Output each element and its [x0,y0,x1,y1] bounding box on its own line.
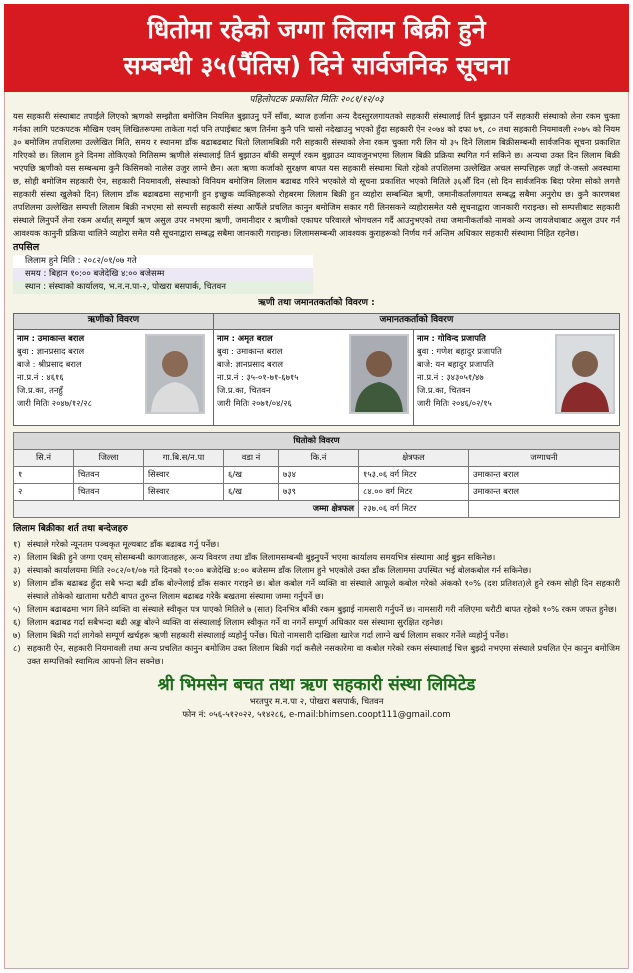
borrower-issue-date: जारी मितिः २०४७/१२/२८ [17,397,92,408]
guarantor1-card [213,329,413,425]
cell-vdc: सिस्वार [144,483,224,500]
guarantor2-photo [555,334,615,414]
borrower-header: ऋणीको विवरण [14,313,214,329]
banner-title-line2: सम्बन्धी ३५(पैंतिस) दिने सार्वजनिक सूचना [123,51,510,80]
conditions-list [13,538,620,668]
list-item [13,538,620,551]
borrower-father: बुवा : ज्ञानप्रसाद बराल [17,345,85,356]
item-text: लिलाम बढाबढ गर्दा सबैभन्दा बढी अङ्क बोल्ने व्यक्ति वा संस्थालाई लिलाम स्वीकृत गर्ने वा नगर्ने सम्पूर्ण अधिकार यस संस्थामा सुरक्षित रहनेछ। [27,617,444,628]
item-text: लिलाम डाँक बढाबढ हुँदा सबै भन्दा बढी डाँक बोल्नेलाई डाँक सकार गराइने छ। बोल कबोल गर्ने व्यक्ति वा संस्थाले आफूले कबोल गरेको अंकको १०% (दश प्रतिशत)ले हुने रकम सोही दिन सहकारी संस्थाले तोकेको खातामा धरौटी बापत तुरुन्त लिलाम बढाबढ गरेकै बखतमा संस्थामा जम्मा गर्नुपर्ने छ। [27,578,620,602]
cell-sn: १ [14,466,74,483]
guarantor1-grandfather: बाजे: ज्ञानप्रसाद बराल [216,358,283,369]
list-item [13,603,620,616]
list-item [13,564,620,577]
cell-area: ८४.०० वर्ग मिटर [359,483,469,500]
notice-body [4,92,629,969]
list-item [13,616,620,629]
cell-ward: ६/ख [224,483,279,500]
guarantor1-issue-date: जारी मितिः २०७१/०४/२६ [216,397,292,408]
guarantor2-citizenship: ना.प्र.नं : ३४३०५१/४७ [416,371,484,382]
item-number: ६) [13,617,21,628]
notice-banner [4,4,629,92]
item-number: ४) [13,578,21,589]
people-section-title: ऋणी तथा जमानतकर्ताको विवरण : [258,298,375,309]
col-vdc: गा.बि.स/न.पा [144,449,224,466]
cell-district: चितवन [74,483,144,500]
total-blank [469,500,620,517]
guarantor2-card [413,329,619,425]
auction-schedule [13,255,313,294]
borrower-photo [145,334,205,414]
list-item [13,577,620,603]
notice-intro-paragraph: यस सहकारी संस्थाबाट तपाईले लिएको ऋणको सम्झौता बमोजिम नियमित बुझाउनु पर्ने साँवा, ब्याज हर्जाना अन्य दैदस्तुरलगायतको सहकारी संस्थालाई तिर्न बुझाउन पर्ने सहकारी संस्थाको लेना रकम चुक्ता गर्नका लागि पटकपटक मौखिम एवम् लिखितरूपमा ताकेता गर्दा पनि तपाईबाट ऋण तिर्नमा कुनै पनि चासो नदेखाउनु भएको हुँदा सहकारी ऐन २०७४ को दफा ७९, ८० तथा सहकारी नियमावली २०७५ को नियम ३० बमोजिम तपशिलमा उल्लेखित मिति, समय र स्थानमा डाँक बढाबढबाट धितो लिलामबिक्री गरी सहकारी संस्थाको लेना रकम चुक्ता गरी लिन यो ३५ दिने लिलाम बिक्रीसम्बन्धी सार्वजनिक सूचना प्रकाशित गरिएको छ। लिलाम हुने दिनमा तोकिएको मितिसम्म ऋणीले संस्थालाई तिर्न बुझाउन बाँकी सम्पूर्ण रकम बुझाउन व्यावजुनभएमा लिलाम बिक्री प्रक्रिया स्थगित गर्न सकिने छ। अन्यथा उक्त दिन लिलाम बिक्री भएपछि ऋणीको यस सम्बन्धमा कुनै किसिमको नालेस उजुर लाग्ने छैन। अतः ऋणा कर्जाको सुरक्षण बापत यस सहकारी संस्थामा धितो रहेको तपशिलमा उल्लेखित अचल सम्पत्तिहरू जहाँ जे-जस्तो अवस्थामा छ, सोही बमोजिम सहकारी ऐन, सहकारी नियमावली, संस्थाको विनियम बमोजिम लिलाम बढाबढ गरिने भएकोले यो सूचना प्रकाशित भएको मितिले ३६औँ दिन (सो दिन सार्वजनिक बिदा परेमा सोको लगत्तै सहकारी संस्था खुलेको दिन) लिलाम डाँक बढाबढमा सहभागी हुन इच्छुक व्यक्तिहरूको रोहबरमा लिलाम बिक्री हुन व्यहोरा सम्बन्धित ऋणी, जमानीकर्तालगायत सम्बद्ध सबैमा अनुरोध छ। कुनै कारणबश तपशिलमा उल्लेखित सम्पत्ती लिलाम बिक्री नभएमा सो सम्पत्ती सहकारी संस्था आफैँले प्रचलित कानुन बमोजिम सकार गरी लिनसकने व्यहोरासमेत यसै सूचनाद्वारा जानकारी गराइन्छ। सो सम्पत्तीबाट सहकारी संस्थाले लिनुपर्ने लेना रकम अर्थात् सम्पूर्ण ऋण असुल उपर नभएमा ऋणी, जमानीदार र ऋणीको एकाघर परिवारले भोगचलन गर्दै आउनुभएको तथा जमानीकर्ताको नामको अन्य जायजेथाबाट असुल उपर गर्न आवश्यक कानुनी प्रक्रिया थालिने व्यहोरा समेत यसै सूचनाद्वारा सम्बद्ध सबैमा जानकारी गराइन्छ। लिलामसम्बन्धी आवश्यक कुराहरूको निर्णय गर्न अन्तिम अधिकार सहकारी संस्थामा निहित रहनेछ। [13,110,620,238]
guarantor-header: जमानतकर्ताको विवरण [213,313,619,329]
list-item [13,629,620,642]
item-text: लिलाम बढाबढमा भाग लिने व्यक्ति वा संस्थाले स्वीकृत पत्र पाएको मितिले ७ (सात) दिनभित्र बाँकी रकम बुझाई नामसारी गर्नुपर्ने छ। नामसारी गरी नलिएमा धरौटी बापत रहेको १०% रकम जफत हुनेछ। [27,604,617,615]
collateral-table [13,432,620,518]
guarantor2-name: नाम : गोविन्द प्रजापति [416,332,486,343]
guarantor1-photo [349,334,409,414]
guarantor1-citizenship: ना.प्र.नं : ३५-०१-७१-६७१५ [216,371,299,382]
col-owner: जग्गाधनी [469,449,620,466]
col-ward: वडा नं [224,449,279,466]
publication-date: पहिलोपटक प्रकाशित मितिः २०८१/१२/०३ [249,95,384,105]
organization-address: भरतपुर म.न.पा २, पोखरा बसपार्क, चितवन [249,697,384,708]
organization-contact: फोन नं: ०५६-५१२०२२, ५१४२८६, e-mail:bhimsen.coopt111@gmail.com [182,710,451,721]
item-number: ७) [13,630,21,641]
col-kitta: कि.नं [279,449,359,466]
item-number: ३) [13,565,21,576]
item-text: संस्थाको कार्यालयमा मिति २०८२/०१/०७ गते दिनको १०:०० बजेदेखि ४:०० बजेसम्म डाँक लिलाम हुने भएकोले उक्त डाँक लिलाममा उपस्थित भई बोलकबोल गर्न सकिनेछ। [27,565,532,576]
col-district: जिल्ला [74,449,144,466]
borrower-name: नाम : उमाकान्त बराल [17,332,85,343]
total-row [14,500,620,517]
cell-sn: २ [14,483,74,500]
organization-name: श्री भिमसेन बचत तथा ऋण सहकारी संस्था लिमिटेड [157,675,476,696]
cell-owner: उमाकान्त बराल [469,483,620,500]
cell-area: १५३.०६ वर्ग मिटर [359,466,469,483]
guarantor2-grandfather: बाजे: यन बहादुर प्रजापति [416,358,494,369]
item-number: ८) [13,643,21,654]
total-label: जम्मा क्षेत्रफल [14,500,359,517]
item-number: १) [13,539,21,550]
table-row [14,483,620,500]
guarantor2-issue-date: जारी मितिः २०४६/०२/१५ [416,397,492,408]
people-table [13,313,620,426]
cell-district: चितवन [74,466,144,483]
cell-kitta: ७३४ [279,466,359,483]
guarantor1-name: नाम : अमृत बराल [216,332,273,343]
item-number: ५) [13,604,21,615]
list-item [13,551,620,564]
guarantor1-district: जि.प्र.का, चितवन [216,384,271,395]
table-row [14,466,620,483]
cell-kitta: ७३९ [279,483,359,500]
auction-date: लिलाम हुने मिति : २०८२/०१/०७ गते [13,255,313,268]
cell-owner: उमाकान्त बराल [469,466,620,483]
item-text: लिलाम बिक्री गर्दा लागेको सम्पूर्ण खर्चहरू ऋणी सहकारी संस्थालाई व्यहोर्नु पर्नेछ। धितो नामसारी दाखिला खारेज गर्दा लाग्ने खर्च लिलाम सकार गर्नेले व्यहोर्नु पर्नेछ। [27,630,509,641]
item-text: संस्थाले गरेको न्यूनतम पञ्चकृत मूल्यबाट डाँक बढाबढ गर्नु पर्नेछ। [27,539,220,550]
item-text: सहकारी ऐन, सहकारी नियमावली तथा अन्य प्रचलित कानुन बमोजिम उक्त लिलाम बिक्री गर्दा कसैले नसकारेमा वा कबोल गरेको रकम संस्थालाई चित्त बुझ्दो नभएमा संस्थाले प्रचलित ऐन कानुन बमोजिम उक्त सम्पत्तिको स्वामित्व आफ्नो लिन सक्नेछ। [27,643,620,667]
list-item [13,642,620,668]
banner-title-line1: धितोमा रहेको जग्गा लिलाम बिक्री हुने [147,15,486,44]
item-number: २) [13,552,21,563]
auction-place: स्थान : संस्थाको कार्यालय, भ.न.न.पा-२, पोखरा बसपार्क, चितवन [13,281,313,294]
collateral-caption: धितोको विवरण [14,432,620,449]
total-value: २३७.०६ वर्ग मिटर [359,500,469,517]
collateral-header-row [14,449,620,466]
conditions-title: लिलाम बिक्रीका शर्त तथा बन्देजहरु [13,523,128,534]
borrower-card [14,329,214,425]
col-area: क्षेत्रफल [359,449,469,466]
col-sn: सि.नं [14,449,74,466]
borrower-grandfather: बाजे : श्रीप्रसाद बराल [17,358,82,369]
item-text: लिलाम बिक्री हुने जग्गा एवम् सोसम्बन्धी कागजातहरू, अन्य विवरण तथा डाँक लिलामसम्बन्धी बुझ्नुपर्ने भएमा कार्यालय समयभित्र संस्थामा आई बुझ्न सकिनेछ। [27,552,496,563]
borrower-citizenship: ना.प्र.नं : ४६१६ [17,371,64,382]
guarantor2-father: बुवा : गणेश बहादुर प्रजापति [416,345,502,356]
auction-time: समय : बिहान १०:०० बजेदेखि ४:०० बजेसम्म [13,268,313,281]
cell-vdc: सिस्वार [144,466,224,483]
schedule-title: तपसिल [13,241,40,253]
guarantor2-district: जि.प्र.का, चितवन [416,384,471,395]
cell-ward: ६/ख [224,466,279,483]
borrower-district: जि.प्र.का, तनहुँ [17,384,63,395]
guarantor1-father: बुवा : उमाकान्त बराल [216,345,283,356]
